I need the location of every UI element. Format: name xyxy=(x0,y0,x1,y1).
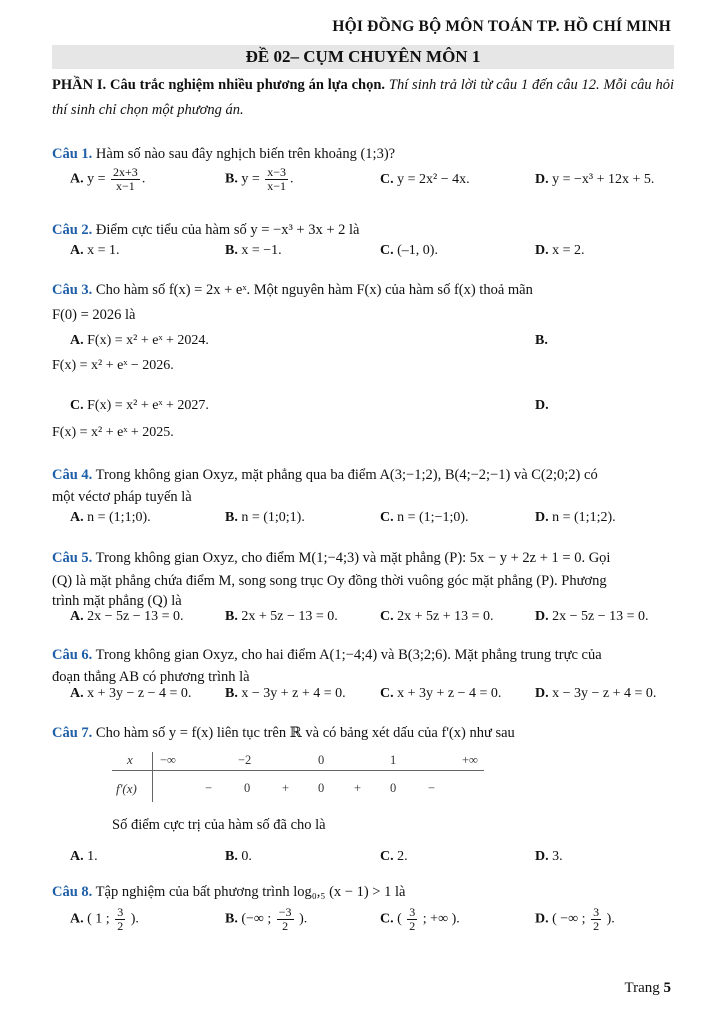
sign: + xyxy=(282,781,290,795)
q1-b-den: x−1 xyxy=(267,179,287,193)
q8-option-d[interactable]: D. ( −∞ ; $\frac{3}{2}$ ). xyxy=(535,905,615,933)
q3-option-d[interactable]: D. xyxy=(535,398,549,413)
q6-label: Câu 6. xyxy=(52,647,93,663)
q2-label: Câu 2. xyxy=(52,222,93,238)
q5-text: Trong không gian Oxyz, cho điểm M(1;−4;3) và mặt phẳng (P): 5x − y + 2z + 1 = 0. Gọi xyxy=(95,550,611,566)
x-val: −2 xyxy=(238,753,252,767)
question-8 xyxy=(52,882,674,902)
q1-option-b[interactable]: B. y = $\frac{x-3}{x-1}$ . xyxy=(225,165,294,193)
question-3 xyxy=(52,280,674,300)
q6-text-cont: đoạn thẳng AB có phương trình là xyxy=(52,669,250,685)
page-num: 5 xyxy=(663,980,671,996)
q5-option-c[interactable]: C. 2x + 5z + 13 = 0. xyxy=(380,609,494,624)
q8-text: Tập nghiệm của bất phương trình log₀,₅ (x − 1) > 1 là xyxy=(95,884,406,900)
x-val: 1 xyxy=(390,753,397,767)
question-2 xyxy=(52,220,674,240)
header-org: HỘI ĐỒNG BỘ MÔN TOÁN TP. HỒ CHÍ MINH xyxy=(332,18,671,35)
q7-text: Cho hàm số y = f(x) liên tục trên ℝ và có bảng xét dấu của f'(x) như sau xyxy=(95,725,515,741)
part-note: Thí sinh trả lời từ câu 1 đến câu 12. Mỗi câu hỏi thí sinh chỉ chọn một phương án. xyxy=(52,77,674,118)
x-val: 0 xyxy=(318,753,325,767)
q1-text: Hàm số nào sau đây nghịch biến trên khoảng (1;3)? xyxy=(95,146,396,162)
part-instructions xyxy=(52,73,674,123)
q3-option-b[interactable]: B. xyxy=(535,333,548,348)
sign: 0 xyxy=(318,781,325,795)
q7-option-b[interactable]: B. 0. xyxy=(225,849,252,864)
q5-label: Câu 5. xyxy=(52,550,93,566)
q5-option-a[interactable]: A. 2x − 5z − 13 = 0. xyxy=(70,609,184,624)
q8-option-a[interactable]: A. ( 1 ; $\frac{3}{2}$ ). xyxy=(70,905,139,933)
q5-text-cont: (Q) là mặt phẳng chứa điểm M, song song trục Oy đồng thời vuông góc mặt phẳng (P). Phương xyxy=(52,573,607,589)
q5-option-b[interactable]: B. 2x + 5z − 13 = 0. xyxy=(225,609,338,624)
question-5 xyxy=(52,548,674,568)
q1-a-den: x−1 xyxy=(116,179,135,193)
sign: − xyxy=(205,781,213,795)
q8-option-c[interactable]: C. ( $\frac{3}{2}$ ; +∞ ). xyxy=(380,905,460,933)
q5-text-cont2: trình mặt phẳng (Q) là xyxy=(52,593,182,609)
q7-question: Số điểm cực trị của hàm số đã cho là xyxy=(112,817,326,833)
sign: 0 xyxy=(390,781,397,795)
sign-table-vline xyxy=(152,752,153,802)
q4-option-a[interactable]: A. n = (1;1;0). xyxy=(70,510,151,525)
question-7 xyxy=(52,723,674,743)
q1-option-d[interactable]: D. y = −x³ + 12x + 5. xyxy=(535,172,655,187)
q3-option-b-text: F(x) = x² + eˣ − 2026. xyxy=(52,358,174,373)
q3-option-a[interactable]: A. F(x) = x² + eˣ + 2024. xyxy=(70,333,209,348)
q1-b-num: x−3 xyxy=(267,165,287,179)
q5-option-d[interactable]: D. 2x − 5z − 13 = 0. xyxy=(535,609,649,624)
q7-option-d[interactable]: D. 3. xyxy=(535,849,563,864)
sign-table-hline xyxy=(112,770,484,771)
q6-option-d[interactable]: D. x − 3y − z + 4 = 0. xyxy=(535,686,657,701)
q3-option-c[interactable]: C. F(x) = x² + eˣ + 2027. xyxy=(70,398,209,413)
q3-label: Câu 3. xyxy=(52,282,93,298)
q6-option-b[interactable]: B. x − 3y + z + 4 = 0. xyxy=(225,686,346,701)
x-val: +∞ xyxy=(462,753,478,767)
q2-text: Điểm cực tiểu của hàm số y = −x³ + 3x + 2 là xyxy=(95,222,360,238)
q2-option-a[interactable]: A. x = 1. xyxy=(70,243,120,258)
q6-option-a[interactable]: A. x + 3y − z − 4 = 0. xyxy=(70,686,192,701)
q3-text: Cho hàm số f(x) = 2x + eˣ. Một nguyên hàm F(x) của hàm số f(x) thoả mãn xyxy=(95,282,533,298)
page-label: Trang xyxy=(624,980,660,996)
sign-table-fprime-label: f'(x) xyxy=(116,781,137,796)
sign: + xyxy=(354,781,362,795)
q2-option-b[interactable]: B. x = −1. xyxy=(225,243,282,258)
q2-option-d[interactable]: D. x = 2. xyxy=(535,243,585,258)
q7-option-c[interactable]: C. 2. xyxy=(380,849,408,864)
q7-option-a[interactable]: A. 1. xyxy=(70,849,98,864)
q4-option-d[interactable]: D. n = (1;1;2). xyxy=(535,510,616,525)
q8-label: Câu 8. xyxy=(52,884,93,900)
q1-option-c[interactable]: C. y = 2x² − 4x. xyxy=(380,172,470,187)
question-1 xyxy=(52,144,674,164)
q8-option-b[interactable]: B. (−∞ ; $\frac{-3}{2}$ ). xyxy=(225,905,308,933)
sign: 0 xyxy=(244,781,251,795)
q1-option-a[interactable]: A. y = $\frac{2x+3}{x-1}$ . xyxy=(70,165,146,193)
q2-option-c[interactable]: C. (–1, 0). xyxy=(380,243,438,258)
q3-option-d-text: F(x) = x² + eˣ + 2025. xyxy=(52,425,174,440)
sign: − xyxy=(428,781,436,795)
q6-option-c[interactable]: C. x + 3y + z − 4 = 0. xyxy=(380,686,502,701)
q4-text: Trong không gian Oxyz, mặt phẳng qua ba điểm A(3;−1;2), B(4;−2;−1) và C(2;0;2) có xyxy=(95,467,598,483)
q3-text-cont: F(0) = 2026 là xyxy=(52,307,136,323)
part-heading: PHẦN I. Câu trắc nghiệm nhiều phương án lựa chọn. xyxy=(52,77,386,93)
question-6 xyxy=(52,645,674,665)
sign-table-x-label: x xyxy=(127,752,133,767)
q4-option-c[interactable]: C. n = (1;−1;0). xyxy=(380,510,469,525)
q1-a-num: 2x+3 xyxy=(113,165,138,179)
q7-label: Câu 7. xyxy=(52,725,93,741)
q6-text: Trong không gian Oxyz, cho hai điểm A(1;−4;4) và B(3;2;6). Mặt phẳng trung trực của xyxy=(95,647,602,663)
x-val: −∞ xyxy=(160,753,176,767)
page-number xyxy=(624,980,671,997)
q4-option-b[interactable]: B. n = (1;0;1). xyxy=(225,510,305,525)
q4-label: Câu 4. xyxy=(52,467,93,483)
q1-label: Câu 1. xyxy=(52,146,93,162)
exam-title: ĐỀ 02– CỤM CHUYÊN MÔN 1 xyxy=(245,47,481,66)
question-4 xyxy=(52,465,674,485)
q4-text-cont: một véctơ pháp tuyến là xyxy=(52,489,192,505)
